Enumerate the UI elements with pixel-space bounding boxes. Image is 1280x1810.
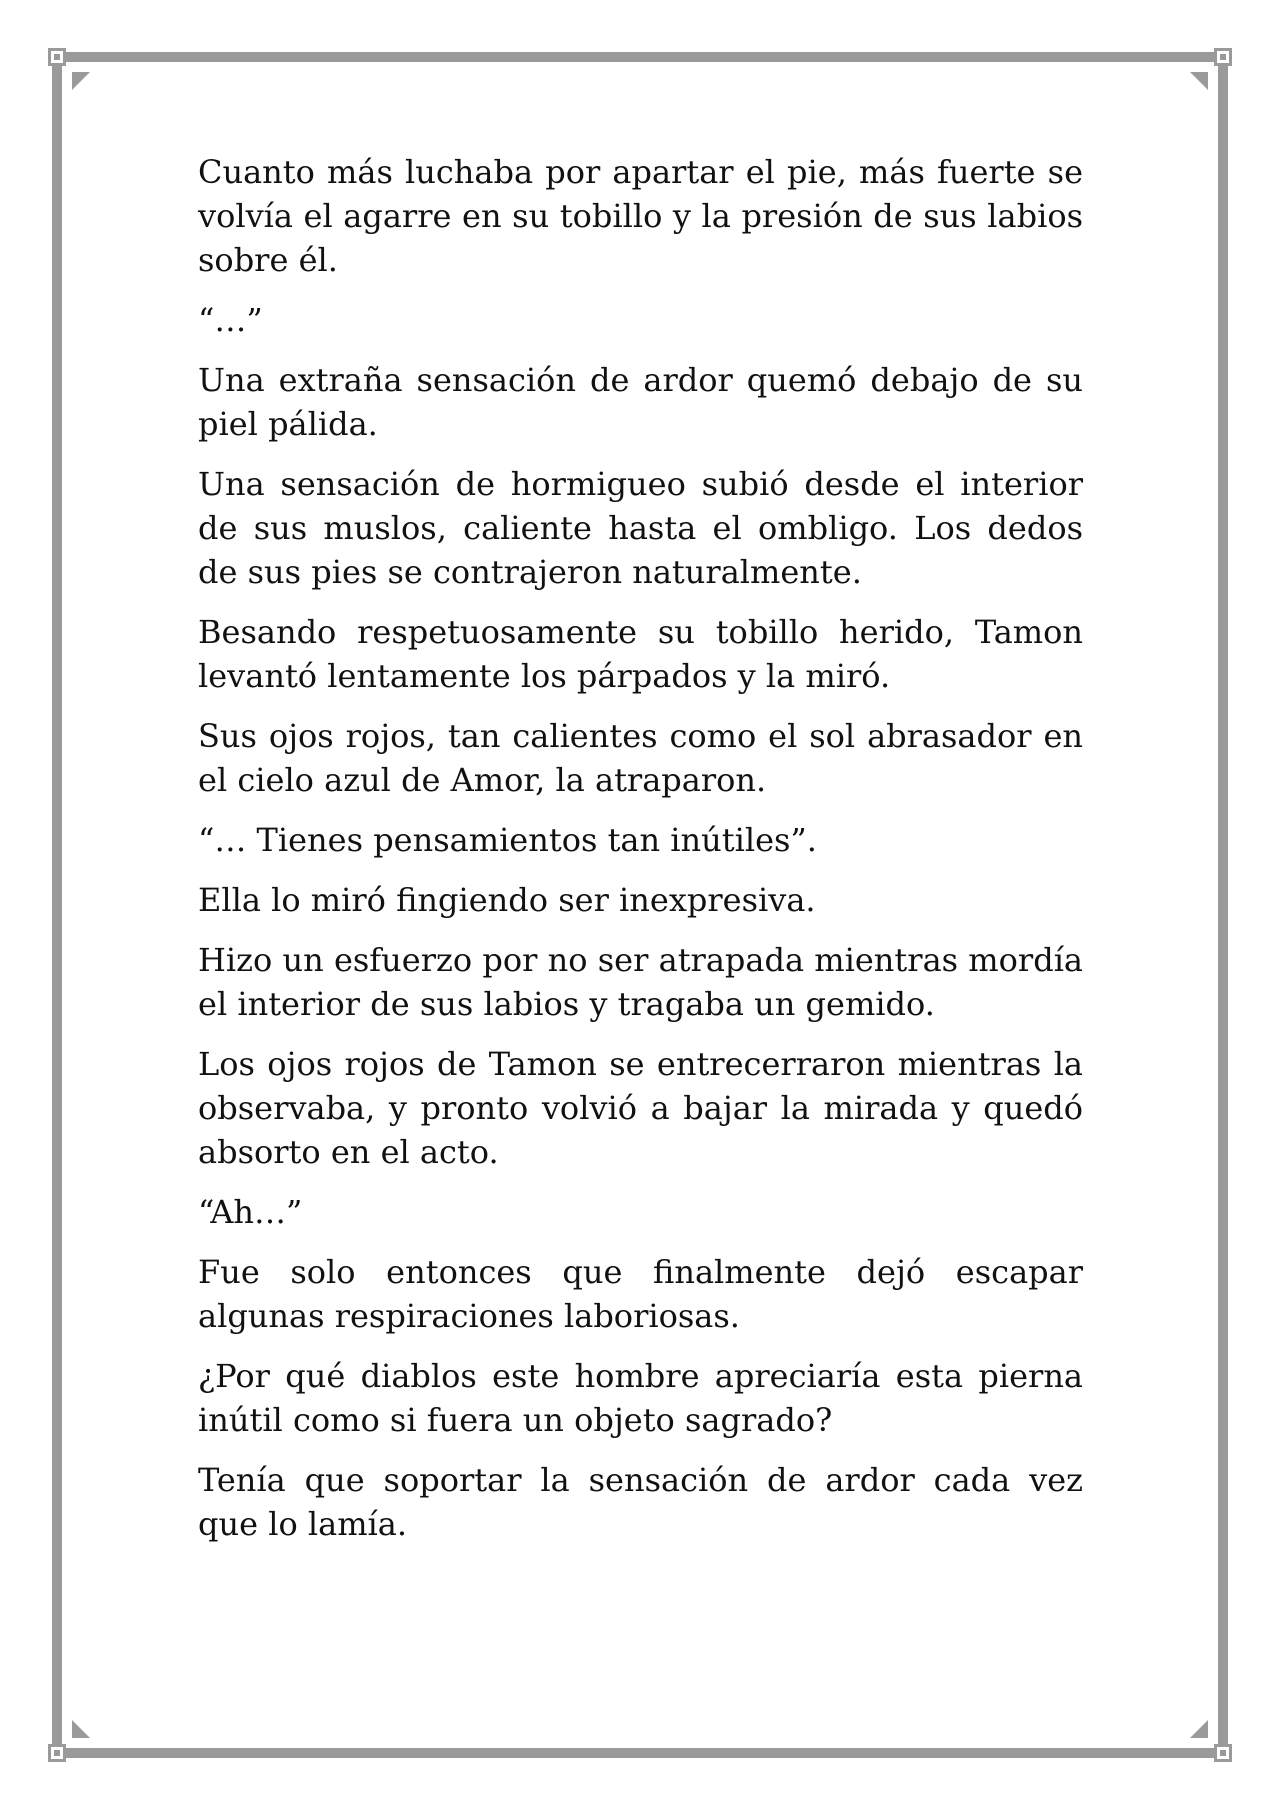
frame-border-left xyxy=(52,62,62,1748)
corner-ornament-bottom-right xyxy=(1214,1744,1232,1762)
page-body-text xyxy=(198,150,1083,1562)
paragraph: ¿Por qué diablos este hombre apreciaría esta pierna inútil como si fuera un objeto sagrado? xyxy=(198,1357,1083,1439)
paragraph: Hizo un esfuerzo por no ser atrapada mientras mordía el interior de sus labios y tragaba un gemido. xyxy=(198,941,1083,1023)
frame-border-right xyxy=(1218,62,1228,1748)
frame-border-bottom xyxy=(62,1748,1218,1758)
corner-triangle-bottom-left xyxy=(72,1720,90,1738)
corner-ornament-bottom-left xyxy=(48,1744,66,1762)
paragraph: “Ah…” xyxy=(198,1193,303,1231)
corner-ornament-top-right xyxy=(1214,48,1232,66)
corner-triangle-top-left xyxy=(72,72,90,90)
paragraph: Fue solo entonces que finalmente dejó escapar algunas respiraciones laboriosas. xyxy=(198,1253,1083,1335)
paragraph: Una sensación de hormigueo subió desde el interior de sus muslos, caliente hasta el ombligo. Los dedos de sus pies se contrajeron naturalmente. xyxy=(198,465,1083,591)
corner-ornament-top-left xyxy=(48,48,66,66)
paragraph: Una extraña sensación de ardor quemó debajo de su piel pálida. xyxy=(198,361,1083,443)
paragraph: Besando respetuosamente su tobillo herido, Tamon levantó lentamente los párpados y la miró. xyxy=(198,613,1083,695)
paragraph: Cuanto más luchaba por apartar el pie, más fuerte se volvía el agarre en su tobillo y la presión de sus labios sobre él. xyxy=(198,153,1083,279)
paragraph: “…” xyxy=(198,301,263,339)
paragraph: Ella lo miró fingiendo ser inexpresiva. xyxy=(198,881,816,919)
corner-triangle-top-right xyxy=(1190,72,1208,90)
corner-triangle-bottom-right xyxy=(1190,1720,1208,1738)
paragraph: Sus ojos rojos, tan calientes como el sol abrasador en el cielo azul de Amor, la atraparon. xyxy=(198,717,1083,799)
paragraph: Los ojos rojos de Tamon se entrecerraron mientras la observaba, y pronto volvió a bajar la mirada y quedó absorto en el acto. xyxy=(198,1045,1083,1171)
frame-border-top xyxy=(62,52,1218,62)
paragraph: “… Tienes pensamientos tan inútiles”. xyxy=(198,821,817,859)
paragraph: Tenía que soportar la sensación de ardor cada vez que lo lamía. xyxy=(198,1461,1083,1543)
